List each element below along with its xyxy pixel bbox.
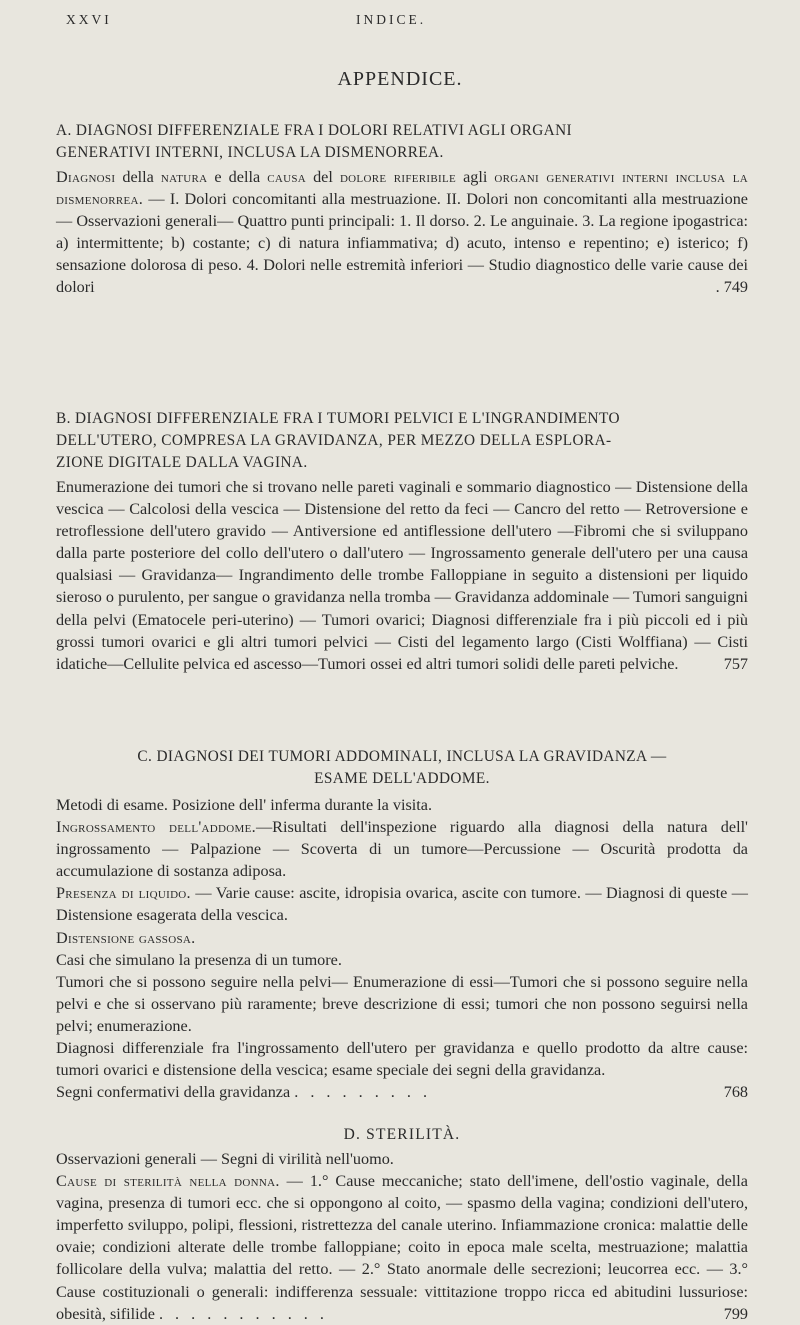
text-run: causa <box>267 168 307 186</box>
section-c-paragraph-1: Metodi di esame. Posizione dell' inferma durante la visita. <box>56 796 433 814</box>
section-d-page-number: 799 <box>723 1304 748 1323</box>
text-run: organi generativi interni inclusa la dismenorrea. <box>56 168 748 209</box>
section-b-heading-line1: B. DIAGNOSI DIFFERENZIALE FRA I TUMORI PELVICI E L'INGRANDIMENTO <box>56 410 620 427</box>
appendix-title: APPENDICE. <box>337 68 463 90</box>
text-run: del <box>306 168 340 186</box>
section-c-body <box>56 794 748 1103</box>
section-c-heading <box>56 746 748 790</box>
section-a-text: — I. Dolori concomitanti alla mestruazione. II. Dolori non concomitanti alla mestruazione — Osservazioni generali— Quattro punti principali: 1. Il dorso. 2. Le anguinaie. 3. La regione ipogastrica: a) intermittente; b) costante; c) di natura infiammativa; d) acuto, intenso e repentino; e) isterico; f) sensazione dolorosa di peso. 4. Dolori nelle estremità inferiori — Studio diagnostico delle varie cause dei dolori <box>56 190 748 297</box>
section-a-heading <box>56 120 748 164</box>
section-c-paragraph-4: Distensione gassosa. <box>56 928 196 947</box>
section-a-lead: Diagnosi <box>56 168 116 186</box>
leader-dots: . . . . . . . . . <box>294 1083 432 1102</box>
text-run: Segni confermativi della gravidanza <box>56 1083 291 1102</box>
running-head-title: INDICE. <box>356 12 427 27</box>
section-b-body <box>56 476 748 675</box>
section-c-heading-line1: C. DIAGNOSI DEI TUMORI ADDOMINALI, INCLUSA LA GRAVIDANZA — <box>137 748 667 765</box>
text-run: e della <box>207 168 268 186</box>
section-c-paragraph-2 <box>56 816 748 882</box>
text-run: agli <box>456 168 495 186</box>
section-a-body <box>56 166 748 299</box>
section-c-paragraph-5: Casi che simulano la presenza di un tumore. <box>56 950 342 969</box>
section-b-text: Enumerazione dei tumori che si trovano nelle pareti vaginali e sommario diagnostico — Distensione della vescica — Calcolosi della vescica — Distensione del retto da feci — Cancro del retto — Retroversione e retroflessione dell'utero gravido — Antiversione ed antiflessione dell'utero —Fibromi che si sviluppano dalla parte posteriore del collo dell'utero o dall'utero — Ingrossamento generale dell'utero per una causa qualsiasi — Gravidanza— Ingrandimento delle trombe Falloppiane in seguito a distensioni per liquido sieroso o purulento, per sangue o gravidanza nella tromba — Gravidanza addominale — Tumori sanguigni della pelvi (Ematocele peri-uterino) — Tumori ovarici; Diagnosi differenziale fra i più piccoli ed i più grossi tumori ovarici e gli altri tumori pelvici — Cisti del legamento largo (Cisti Wolffiana) — Cisti idatiche—Cellulite pelvica ed ascesso—Tumori ossei ed altri tumori solidi delle pareti pelviche. <box>56 478 748 673</box>
section-d <box>56 1122 748 1325</box>
running-head-numeral: XXVI <box>66 12 112 27</box>
text-run: — Varie cause: ascite, idropisia ovarica, ascite con tumore. — Diagnosi di queste — Distensione esagerata della vescica. <box>56 884 748 925</box>
leader-dots: . . . . . . . . . . . <box>158 1304 328 1323</box>
section-c-page-number: 768 <box>723 1083 748 1102</box>
text-run: dolore riferibile <box>339 168 456 186</box>
section-a-heading-line1: A. DIAGNOSI DIFFERENZIALE FRA I DOLORI RELATIVI AGLI ORGANI <box>56 122 573 139</box>
section-d-paragraph-2 <box>56 1170 748 1325</box>
text-run: Cause di sterilità nella donna. <box>56 1172 280 1191</box>
running-head <box>0 8 800 32</box>
section-a-paragraph <box>56 166 748 299</box>
section-a-page-number: . 749 <box>715 278 748 297</box>
section-c-heading-line2: ESAME DELL'ADDOME. <box>314 770 490 787</box>
section-b-paragraph <box>56 476 748 675</box>
text-run: Ingrossamento dell'addome. <box>56 818 256 837</box>
text-run: — 1.° Cause meccaniche; stato dell'imene, dell'ostio vaginale, della vagina, presenza di tumori ecc. che si oppongono al coito, — spasmo della vagina; condizioni dell'utero, imperfetto sviluppo, polipi, flessioni, ristrettezza del canale uterino. Infiammazione cronica: malattie delle ovaie; condizioni alterate delle trombe falloppiane; coito in epoca male scelta, mestruazione; malattia follicolare della vulva; malattia del retto. — 2.° Stato anormale delle secrezioni; leucorrea ecc. — 3.° Cause costituzionali o generali: indifferenza sessuale: vittitazione troppo ricca ed abitudini lussuriose: obesità, sifilide <box>56 1172 748 1323</box>
section-d-heading: D. STERILITÀ. <box>343 1126 461 1143</box>
section-d-body <box>56 1148 748 1325</box>
section-b-heading-line3: ZIONE DIGITALE DALLA VAGINA. <box>56 454 308 471</box>
section-b <box>56 408 748 675</box>
section-a <box>56 120 748 299</box>
text-run: della <box>115 168 161 186</box>
section-c <box>56 746 748 1103</box>
section-b-heading-line2: DELL'UTERO, COMPRESA LA GRAVIDANZA, PER MEZZO DELLA ESPLORA- <box>56 432 612 449</box>
section-c-paragraph-7: Diagnosi differenziale fra l'ingrossamento dell'utero per gravidanza e quello prodotto da altre cause: tumori ovarici e distensione della vescica; esame speciale dei segni della gravidanza. <box>56 1039 748 1080</box>
section-b-page-number: 757 <box>723 654 748 673</box>
section-c-paragraph-8 <box>56 1081 748 1103</box>
section-d-paragraph-1: Osservazioni generali — Segni di virilità nell'uomo. <box>56 1150 394 1168</box>
section-b-heading <box>56 408 748 474</box>
section-c-paragraph-6: Tumori che si possono seguire nella pelvi— Enumerazione di essi—Tumori che si possono seguire nella pelvi e che si osservano più raramente; breve descrizione di essi; tumori che non possono seguirsi nella pelvi; enumerazione. <box>56 972 748 1035</box>
text-run: natura <box>160 168 208 186</box>
text-run: —Risultati dell'inspezione riguardo alla diagnosi della natura dell' ingrossamento — Palpazione — Scoverta di un tumore—Percussione — Oscurità prodotta da accumulazione di sostanza adiposa. <box>56 818 748 881</box>
section-c-paragraph-3 <box>56 882 748 926</box>
text-run: Presenza di liquido. <box>56 884 191 903</box>
section-a-heading-line2: GENERATIVI INTERNI, INCLUSA LA DISMENORREA. <box>56 144 444 161</box>
